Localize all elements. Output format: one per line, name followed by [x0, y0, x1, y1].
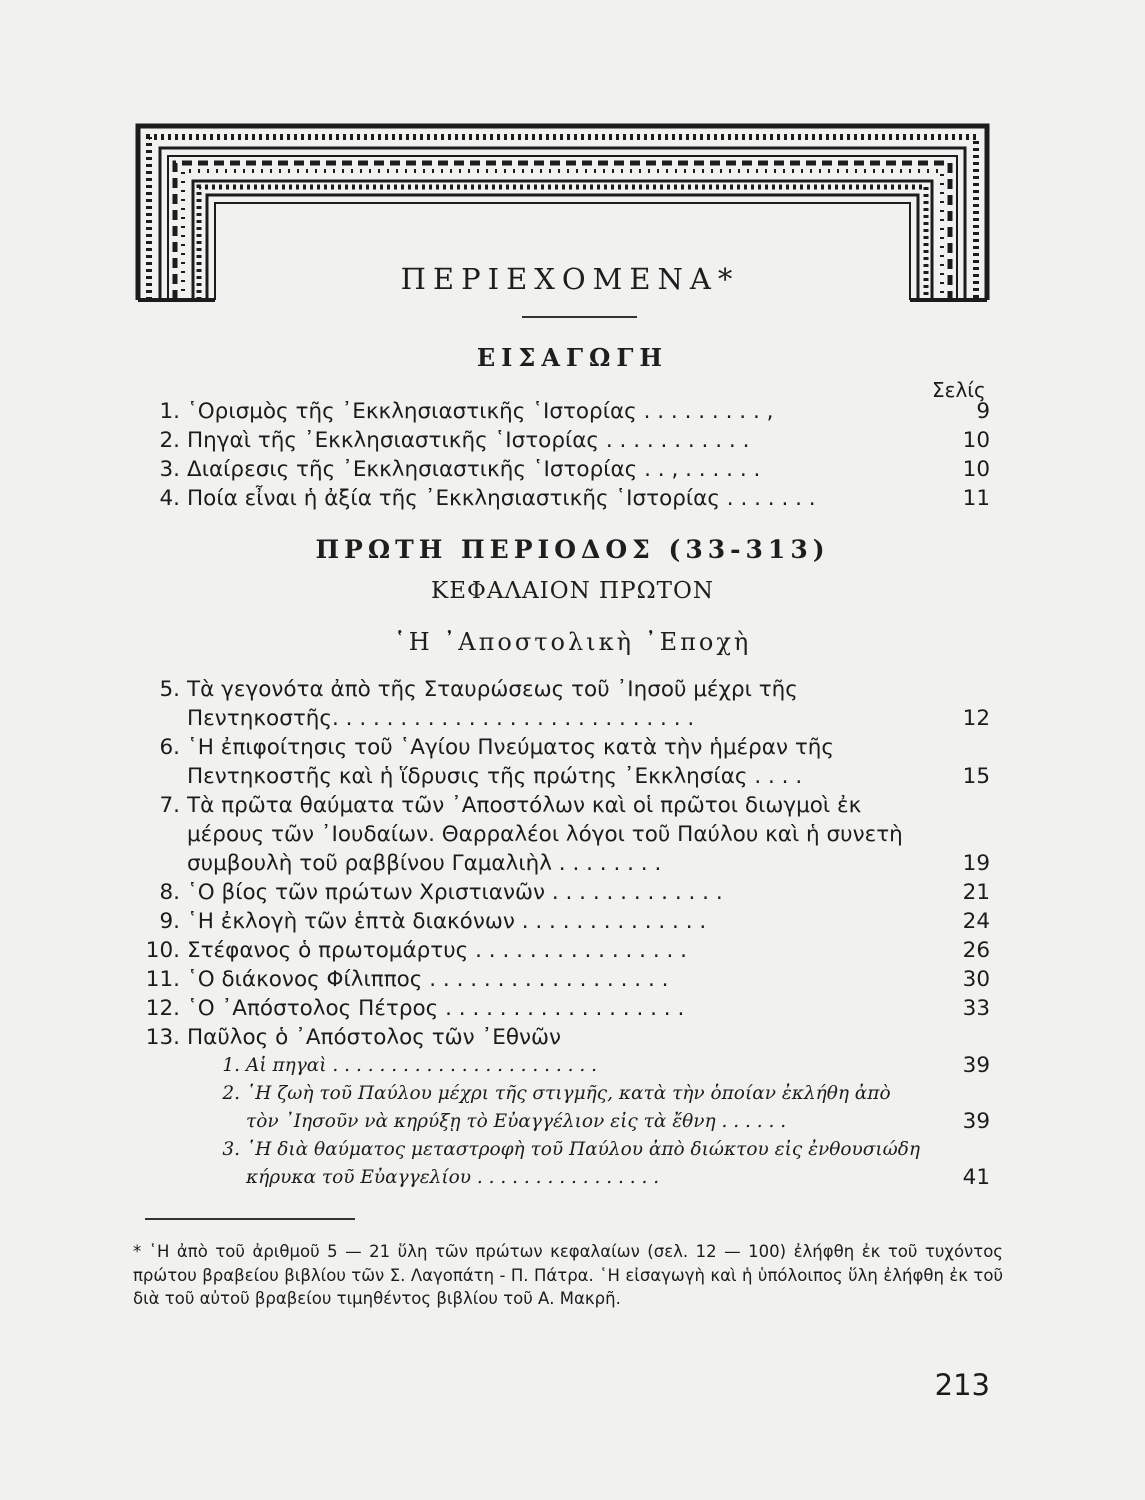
toc-entry: 4. Ποία εἶναι ἡ ἀξία τῆς ᾿Εκκλησιαστικῆς ῾Ιστορίας . . . . . . . 11 [159, 486, 990, 511]
toc-entry: 6. ῾Η ἐπιφοίτησις τοῦ ῾Αγίου Πνεύματος κατὰ τὴν ἡμέραν τῆς Πεντηκοστῆς καὶ ἡ ἵδρυσις τῆς πρώτης ᾿Εκκλησίας . . . . 15 [159, 735, 990, 789]
toc-subentry: 2. ῾Η ζωὴ τοῦ Παύλου μέχρι τῆς στιγμῆς, κατὰ τὴν ὁποίαν ἐκλήθη ἀπὸ τὸν ᾿Ιησοῦν νὰ κηρύξῃ τὸ Εὐαγγέλιον εἰς τὰ ἔθνη . . . . . . 39 [222, 1083, 990, 1134]
toc-entry: 13. Παῦλος ὁ ᾿Απόστολος τῶν ᾿Εθνῶν [145, 1025, 562, 1050]
chapter-heading: ΚΕΦΑΛΑΙΟΝ ΠΡΩΤΟΝ [431, 578, 714, 604]
toc-entry: 1. ῾Ορισμὸς τῆς ᾿Εκκλησιαστικῆς ῾Ιστορίας . . . . . . . . . , 9 [159, 399, 990, 424]
page-column-label: Σελίς [932, 378, 986, 402]
period-toc [140, 675, 1000, 1192]
toc-entry: 2. Πηγαὶ τῆς ᾿Εκκλησιαστικῆς ῾Ιστορίας . . . . . . . . . . . 10 [159, 428, 990, 453]
toc-entry: 7. Τὰ πρῶτα θαύματα τῶν ᾿Αποστόλων καὶ οἱ πρῶτοι διωγμοὶ ἐκ μέρους τῶν ᾿Ιουδαίων. Θαρραλέοι λόγοι τοῦ Παύλου καὶ ἡ συνετὴ συμβουλὴ τοῦ ραββίνου Γαμαλιὴλ . . . . . . . . 19 [159, 793, 990, 876]
footnote-divider [145, 1218, 355, 1220]
toc-entry: 10. Στέφανος ὁ πρωτομάρτυς . . . . . . . . . . . . . . . . 26 [145, 938, 990, 963]
footnote: * ῾Η ἀπὸ τοῦ ἀριθμοῦ 5 — 21 ὕλη τῶν πρώτων κεφαλαίων (σελ. 12 — 100) ἐλήφθη ἐκ τοῦ τυχόντος πρώτου βραβείου βιβλίου τῶν Σ. Λαγοπάτη - Π. Πάτρα. ῾Η εἰσαγωγὴ καὶ ἡ ὑπόλοιπος ὕλη ἐλήφθη ἐκ τοῦ διὰ τοῦ αὐτοῦ βραβείου τιμηθέντος βιβλίου τοῦ Α. Μακρῆ. [133, 1242, 1003, 1308]
toc-entry: 11. ῾Ο διάκονος Φίλιππος . . . . . . . . . . . . . . . . . . 30 [145, 967, 990, 992]
epoch-heading: ῾Η ᾿Αποστολικὴ ᾿Εποχὴ [393, 628, 752, 656]
toc-entry: 3. Διαίρεσις τῆς ᾿Εκκλησιαστικῆς ῾Ιστορίας . . , . . . . . . 10 [159, 457, 990, 482]
toc-subentry: 3. ῾Η διὰ θαύματος μεταστροφὴ τοῦ Παύλου ἀπὸ διώκτου εἰς ἐνθουσιώδη κήρυκα τοῦ Εὐαγγελίου . . . . . . . . . . . . . . . . 41 [222, 1139, 990, 1190]
toc-subentry: 1. Αἱ πηγαὶ . . . . . . . . . . . . . . . . . . . . . . . 39 [222, 1053, 990, 1078]
toc-entry: 5. Τὰ γεγονότα ἀπὸ τῆς Σταυρώσεως τοῦ ᾿Ιησοῦ μέχρι τῆς Πεντηκοστῆς. . . . . . . . . . . . . . . . . . . . . . . . . . . 12 [159, 677, 990, 731]
intro-toc [140, 397, 1000, 513]
title-divider [522, 316, 637, 318]
page-number: 213 [934, 1368, 990, 1402]
toc-entry: 8. ῾Ο βίος τῶν πρώτων Χριστιανῶν . . . . . . . . . . . . . 21 [159, 880, 990, 905]
toc-entry: 9. ῾Η ἐκλογὴ τῶν ἑπτὰ διακόνων . . . . . . . . . . . . . . 24 [159, 909, 990, 934]
toc-entry: 12. ῾Ο ᾿Απόστολος Πέτρος . . . . . . . . . . . . . . . . . . 33 [145, 996, 990, 1021]
period-heading: ΠΡΩΤΗ ΠΕΡΙΟΔΟΣ (33-313) [315, 535, 830, 564]
intro-heading: ΕΙΣΑΓΩΓΗ [476, 343, 669, 372]
page-title: ΠΕΡΙΕΧΟΜΕΝΑ* [400, 262, 740, 296]
